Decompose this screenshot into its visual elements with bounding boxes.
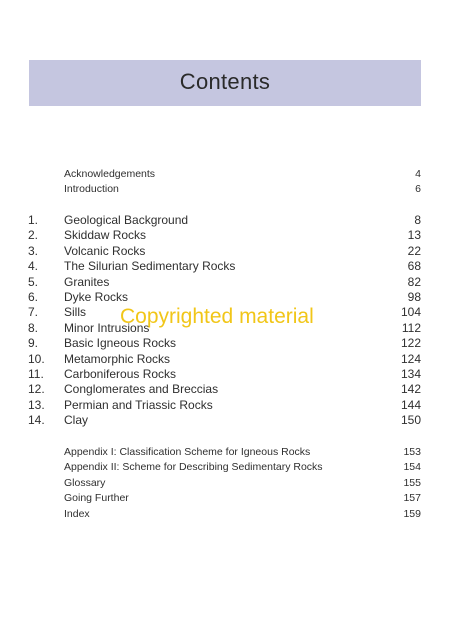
toc-chapter-entry[interactable]	[0, 290, 449, 305]
chapter-number: 1.	[28, 213, 39, 227]
toc-entry-page: 154	[403, 461, 421, 474]
toc-chapter-entry[interactable]	[0, 244, 449, 259]
chapter-title: Minor Intrusions	[64, 320, 150, 335]
toc-entry-label: Index	[64, 507, 90, 520]
toc-entry-page: 4	[415, 168, 421, 180]
toc-entry[interactable]	[0, 167, 449, 182]
chapter-number: 4.	[28, 259, 39, 274]
chapter-title: Dyke Rocks	[64, 289, 129, 304]
chapter-page: 142	[400, 382, 421, 397]
toc-chapter-entry[interactable]	[0, 413, 449, 428]
toc-entry-page: 153	[403, 446, 421, 458]
chapter-number: 14.	[28, 413, 45, 428]
chapter-page: 134	[400, 366, 421, 381]
chapter-page: 104	[400, 305, 421, 320]
chapter-page: 98	[407, 289, 421, 304]
chapter-page: 122	[400, 336, 421, 351]
chapter-page: 144	[400, 397, 421, 412]
chapter-page: 68	[407, 259, 421, 274]
toc-chapter-entry[interactable]	[0, 228, 449, 243]
chapter-title: The Silurian Sedimentary Rocks	[64, 259, 236, 274]
chapter-number: 9.	[28, 336, 39, 351]
toc-entry-label: Going Further	[64, 492, 129, 505]
chapter-number: 13.	[28, 397, 45, 412]
chapter-number: 5.	[28, 274, 39, 289]
chapter-number: 3.	[28, 243, 39, 258]
chapter-title: Clay	[64, 413, 89, 428]
toc-entry-label: Glossary	[64, 476, 106, 489]
chapter-number: 8.	[28, 320, 39, 335]
front-matter-list	[0, 167, 449, 198]
chapter-number: 6.	[28, 289, 39, 304]
toc-entry[interactable]	[0, 507, 449, 522]
chapter-title: Permian and Triassic Rocks	[64, 397, 213, 412]
page-title: Contents	[179, 69, 271, 94]
chapter-number: 10.	[28, 351, 45, 366]
toc-entry-label: Appendix II: Scheme for Describing Sedimentary Rocks	[64, 461, 323, 474]
chapter-page: 82	[407, 274, 421, 289]
toc-chapter-entry[interactable]	[0, 352, 449, 367]
chapter-number: 7.	[28, 305, 39, 320]
chapter-title: Granites	[64, 274, 110, 289]
chapter-number: 2.	[28, 228, 39, 243]
chapter-title: Geological Background	[64, 213, 189, 227]
chapter-page: 112	[401, 320, 421, 335]
toc-chapter-entry[interactable]	[0, 259, 449, 274]
chapter-title: Skiddaw Rocks	[64, 228, 147, 243]
chapter-title: Carboniferous Rocks	[64, 366, 177, 381]
toc-entry-page: 6	[415, 183, 421, 196]
toc-entry[interactable]	[0, 476, 449, 491]
toc-chapter-entry[interactable]	[0, 398, 449, 413]
chapter-page: 124	[400, 351, 421, 366]
toc-entry-page: 155	[403, 476, 421, 489]
chapter-number: 11.	[28, 366, 44, 381]
chapter-page: 8	[414, 213, 421, 227]
toc-chapter-entry[interactable]	[0, 213, 449, 228]
toc-entry-label: Introduction	[64, 183, 119, 196]
chapter-title: Sills	[64, 305, 87, 320]
toc-entry[interactable]	[0, 445, 449, 460]
chapter-page: 22	[407, 243, 421, 258]
chapter-page: 13	[407, 228, 421, 243]
toc-entry[interactable]	[0, 182, 449, 197]
toc-entry[interactable]	[0, 460, 449, 475]
chapter-number: 12.	[28, 382, 45, 397]
toc-entry-page: 159	[403, 507, 421, 520]
toc-entry-page: 157	[403, 492, 421, 505]
chapter-page: 150	[400, 413, 421, 428]
toc-entry-label: Appendix I: Classification Scheme for Igneous Rocks	[64, 446, 311, 458]
toc-entry[interactable]	[0, 491, 449, 506]
back-matter-list	[0, 445, 449, 522]
title-band	[29, 60, 421, 106]
copyright-watermark: Copyrighted material	[120, 305, 314, 328]
toc-entry-label: Acknowledgements	[64, 168, 156, 180]
toc-chapter-entry[interactable]	[0, 382, 449, 397]
toc-chapter-entry[interactable]	[0, 275, 449, 290]
toc-chapter-entry[interactable]	[0, 336, 449, 351]
chapter-title: Conglomerates and Breccias	[64, 382, 219, 397]
chapter-title: Volcanic Rocks	[64, 243, 146, 258]
chapter-title: Metamorphic Rocks	[64, 351, 171, 366]
chapter-title: Basic Igneous Rocks	[64, 336, 177, 351]
toc-chapter-entry[interactable]	[0, 367, 449, 382]
